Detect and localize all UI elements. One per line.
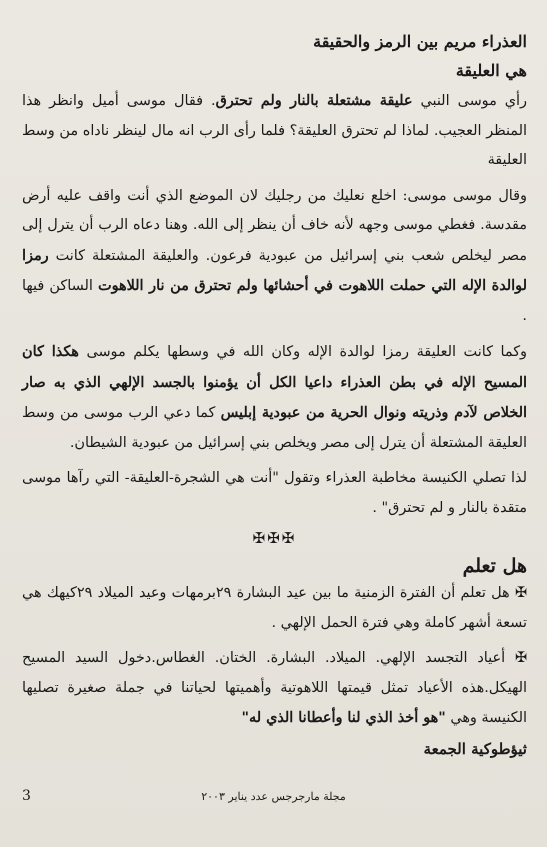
did-you-know-item-1 [22,579,527,638]
paragraph-3-text-a: وكما كانت العليقة رمزا لوالدة الإله وكان الله في وسطها يكلم موسى [78,344,528,360]
footer-magazine-name: مجلة مارجرجس عدد يناير ٢٠٠٣ [201,790,346,803]
paragraph-4: لذا تصلي الكنيسة مخاطبة العذراء وتقول "أنت هي الشجرة-العليقة- التي رآها موسى متقدة بالنار و لم تحترق" . [22,470,527,516]
article-body [22,32,527,758]
paragraph-2 [22,182,527,332]
paragraph-2-text-c: الساكن فيها . [22,278,527,324]
paragraph-3-text-c: كما دعي الرب موسى من وسط العليقة المشتعلة أن يترل إلى مصر ويخلص بني إسرائيل من عبودية الشيطان. [22,405,527,451]
paragraph-1-text-c: . فقال موسى أميل وانظر هذا المنظر العجيب. لماذا لم تحترق العليقة؟ فلما رأى الرب انه مال لينظر ناداه من وسط العليقة [22,93,527,168]
paragraph-2-text-a: وقال موسى موسى: اخلع نعليك من رجليك لان الموضع الذي أنت واقف عليه أرض مقدسة. فغطي موسى وجهه لأنه خاف أن ينظر إلى الله. وهنا دعاه الرب أن يترل إلى مصر ليخلص شعب بني إسرائيل من عبودية فرعون. والعليقة المشتعلة كانت [22,187,527,264]
did-you-know-item-2-quote: "هو أخذ الذي لنا وأعطانا الذي له" [241,709,446,726]
did-you-know-item-2-text: أعياد التجسد الإلهي. الميلاد. البشارة. الختان. الغطاس.دخول السيد المسيح الهيكل.هذه الأعياد تمثل قيمتها اللاهوتية وأهميتها لحياتنا في جملة صغيرة تصليها الكنيسة وهي [22,650,527,726]
page-number: 3 [22,788,31,804]
did-you-know-heading: هل تعلم [462,555,527,577]
cross-bullet-icon: ✠ [514,585,528,601]
paragraph-3 [22,337,527,458]
did-you-know-item-2 [22,644,527,734]
article-title: العذراء مريم بين الرمز والحقيقة [313,32,527,51]
cross-separator-icon: ✠✠✠ [252,529,297,547]
paragraph-1-emphasis: عليقة مشتعلة بالنار ولم تحترق [215,92,413,109]
paragraph-2-emphasis: رمزا لوالدة الإله التي حملت اللاهوت في أحشائها ولم تحترق من نار اللاهوت [22,246,527,294]
cross-bullet-icon: ✠ [514,650,527,666]
paragraph-1 [22,86,527,176]
paragraph-1-text-a: رأي موسى النبي [412,93,527,109]
signoff-source: ثيؤطوكية الجمعة [423,739,527,758]
paragraph-3-emphasis: هكذا كان المسيح الإله في بطن العذراء داعيا الكل أن يؤمنوا بالجسد الإلهي الذي به صار الخلاص لآدم وذريته ونوال الحرية من عبودية إبليس [22,343,527,421]
did-you-know-item-1-text: هل تعلم أن الفترة الزمنية ما بين عيد البشارة ٢٩برمهات وعيد الميلاد ٢٩كيهك هي تسعة أشهر كاملة وهي فترة الحمل الإلهي . [22,585,527,631]
article-subtitle: هي العليقة [455,61,527,80]
page-footer [0,790,547,810]
